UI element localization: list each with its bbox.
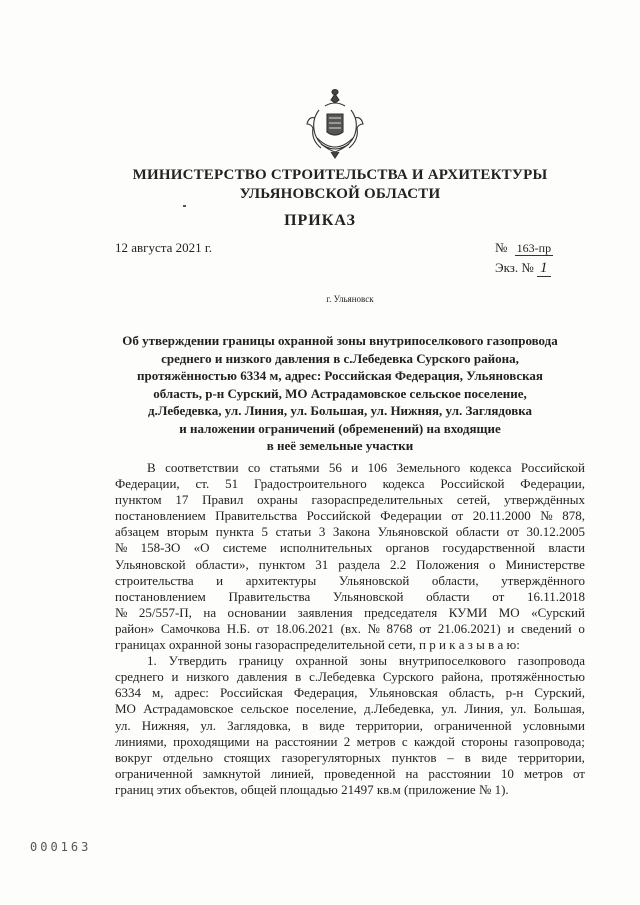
- body-line: ограниченной замкнутой линией, проведенной на расстоянии 10 метров от: [115, 765, 585, 781]
- title-line: среднего и низкого давления в с.Лебедевка Сурского района,: [161, 350, 519, 366]
- city: г. Ульяновск: [326, 294, 374, 304]
- body-line: № 158-ЗО «О системе исполнительных органов государственной власти: [115, 540, 585, 556]
- body-line: постановлением Правительства Российской Федерации от 20.11.2000 № 878,: [115, 508, 585, 524]
- body-line: МО Астрадамовское сельское поселение, д.Лебедевка, ул. Линия, ул. Большая,: [115, 701, 585, 717]
- title-line: и наложении ограничений (обременений) на входящие: [179, 420, 501, 436]
- order-number: [495, 240, 553, 256]
- body-line: линиями, проходящими на расстоянии 2 метров с каждой стороны газопровода;: [115, 733, 585, 749]
- body-line: абзацем вторым пункта 5 статьи 3 Закона Ульяновской области от 30.12.2005: [115, 524, 585, 540]
- copy-value: 1: [537, 260, 551, 277]
- body-line: границах охранной зоны газораспределительной сети, п р и к а з ы в а ю:: [115, 637, 520, 653]
- body-line: Федерации, ст. 51 Градостроительного кодекса Российской Федерации,: [115, 476, 585, 492]
- order-body: [115, 460, 585, 798]
- title-line: протяжённостью 6334 м, адрес: Российская Федерация, Ульяновская: [137, 368, 543, 383]
- body-line: № 25/557-П, на основании заявления председателя КУМИ МО «Сурский: [115, 604, 585, 620]
- ministry-line-1: МИНИСТЕРСТВО СТРОИТЕЛЬСТВА И АРХИТЕКТУРЫ: [132, 167, 548, 183]
- title-line: область, р-н Сурский, МО Астрадамовское сельское поселение,: [153, 385, 527, 401]
- document-type: ПРИКАЗ: [284, 212, 356, 229]
- number-label: №: [495, 240, 508, 255]
- scan-speck: [183, 205, 186, 207]
- title-line: д.Лебедевка, ул. Линия, ул. Большая, ул. Нижняя, ул. Заглядовка: [147, 403, 533, 418]
- order-date: 12 августа 2021 г.: [115, 240, 212, 255]
- body-line: 6334 м, адрес: Российская Федерация, Ульяновская область, р-н Сурский,: [115, 685, 585, 701]
- body-line: пунктом 17 Правил охраны газораспределительных сетей, утверждённых: [115, 492, 585, 508]
- body-line: В соответствии со статьями 56 и 106 Земельного кодекса Российской: [147, 460, 585, 475]
- body-line: вокруг отдельно стоящих газорегуляторных пунктов – в виде территории,: [115, 749, 585, 765]
- page-stamp: 000163: [30, 840, 92, 854]
- title-line: в неё земельные участки: [266, 438, 414, 453]
- body-line: границ этих объектов, общей площадью 21497 кв.м (приложение № 1).: [115, 781, 509, 797]
- coat-of-arms-icon: [305, 88, 365, 160]
- ministry-line-2: УЛЬЯНОВСКОЙ ОБЛАСТИ: [239, 186, 441, 202]
- body-line: среднего и низкого давления в с.Лебедевка Сурского района, протяжённостью: [115, 669, 585, 685]
- body-line: постановлением Правительства Ульяновской области от 16.11.2018: [115, 588, 585, 604]
- body-line: 1. Утвердить границу охранной зоны внутрипоселкового газопровода: [147, 653, 585, 669]
- copy-number: [495, 260, 551, 277]
- ministry-name: [130, 166, 550, 204]
- body-line: Ульяновской области», пунктом 31 раздела 2.2 Положения о Министерстве: [115, 556, 585, 572]
- body-line: строительства и архитектуры Ульяновской области, утверждённого: [115, 572, 585, 588]
- body-line: район» Самочкова Н.Б. от 18.06.2021 (вх. № 8768 от 21.06.2021) и сведений о: [115, 620, 585, 636]
- body-line: ул. Нижняя, ул. Заглядовка, в виде территории, ограниченной условными: [115, 717, 585, 733]
- copy-label: Экз. №: [495, 260, 534, 275]
- title-line: Об утверждении границы охранной зоны внутрипоселкового газопровода: [122, 333, 558, 348]
- order-title: [110, 332, 570, 455]
- number-value: 163-пр: [516, 241, 552, 255]
